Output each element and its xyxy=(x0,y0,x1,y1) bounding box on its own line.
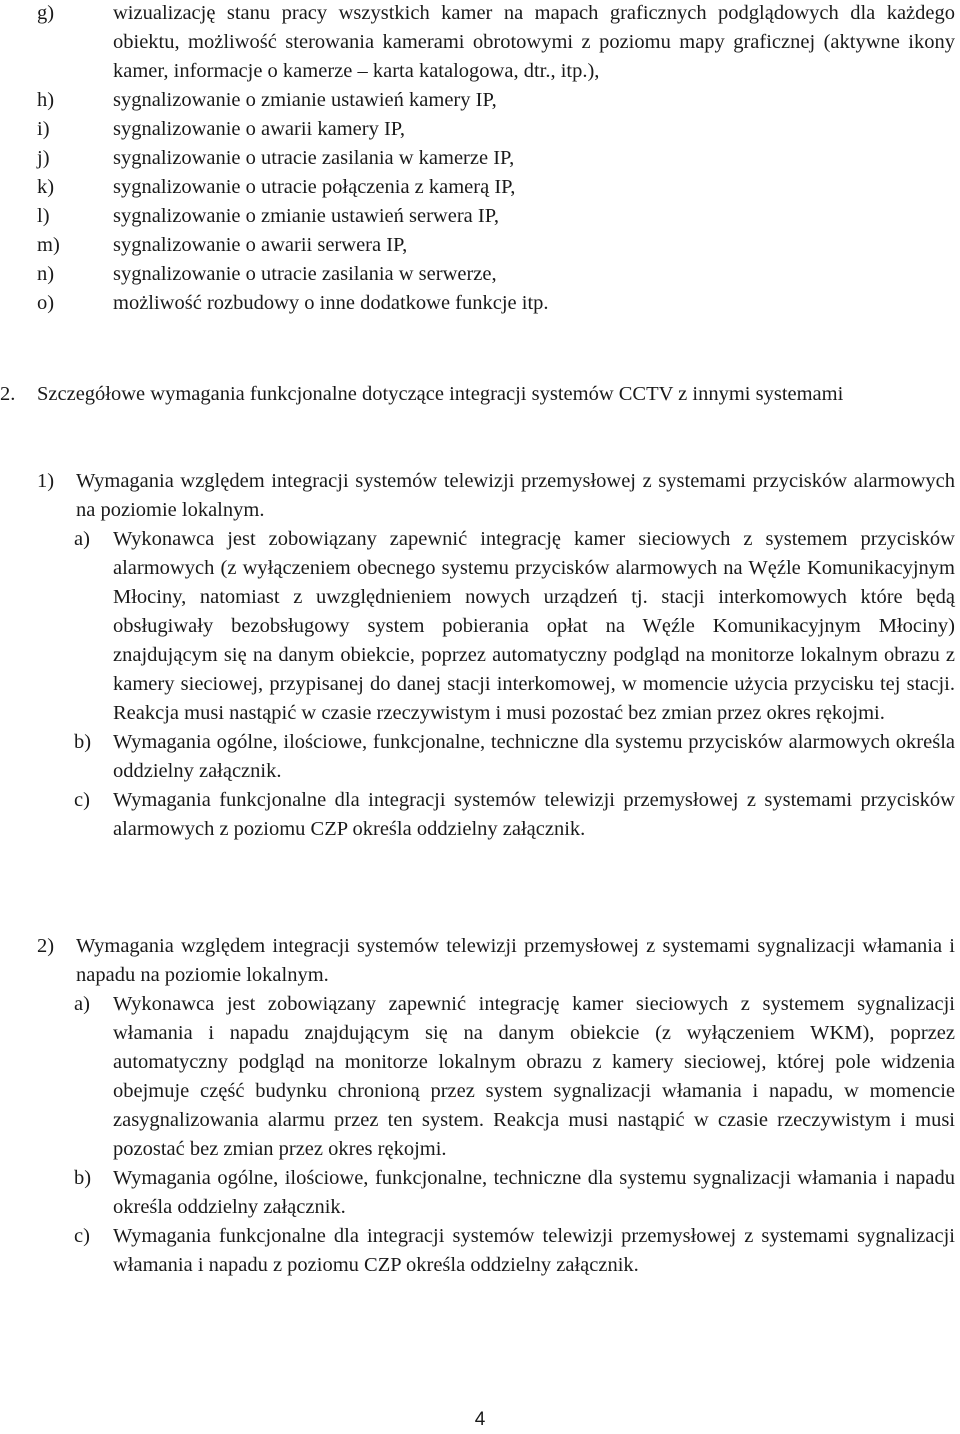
list-item-text: sygnalizowanie o utracie zasilania w kamerze IP, xyxy=(113,147,515,169)
sublist-item-text: Wykonawca jest zobowiązany zapewnić integrację kamer sieciowych z systemem sygnalizacji włamania i napadu znajdującym się na danym obiekcie (z wyłączeniem WKM), poprzez automatyczny podgląd na monitorze lokalnym obrazu z kamery sieciowej, której pole widzenia obejmuje część budynku chronioną przez system sygnalizacji włamania i napadu, w momencie zasygnalizowania alarmu przez ten system. Reakcja musi nastąpić w czasie rzeczywistym i musi pozostać bez zmian przez okres rękojmi. xyxy=(113,993,955,1160)
list-item xyxy=(37,260,955,289)
requirement-block xyxy=(37,932,955,1280)
list-item-text: sygnalizowanie o awarii kamery IP, xyxy=(113,118,406,140)
requirement-number: 2) xyxy=(37,935,55,957)
sublist-item-label: a) xyxy=(74,528,90,550)
list-item xyxy=(37,202,955,231)
list-item-label: g) xyxy=(37,2,55,24)
sublist-item-text: Wymagania funkcjonalne dla integracji systemów telewizji przemysłowej z systemami sygnalizacji włamania i napadu z poziomu CZP określa oddzielny załącznik. xyxy=(113,1225,955,1276)
sublist-item-text: Wymagania ogólne, ilościowe, funkcjonalne, techniczne dla systemu sygnalizacji włamania i napadu określa oddzielny załącznik. xyxy=(113,1167,955,1218)
sublist-item xyxy=(74,728,955,786)
list-item xyxy=(37,0,955,86)
list-item-label: n) xyxy=(37,263,55,285)
requirement-heading xyxy=(37,467,955,525)
section-title: Szczegółowe wymagania funkcjonalne dotyczące integracji systemów CCTV z innymi systemami xyxy=(37,383,844,405)
list-item xyxy=(37,115,955,144)
sublist-item xyxy=(74,1222,955,1280)
sublist-item xyxy=(74,786,955,844)
sublist-item-label: a) xyxy=(74,993,90,1015)
list-item-label: m) xyxy=(37,234,60,256)
list-item xyxy=(37,173,955,202)
page-number: 4 xyxy=(474,1409,486,1430)
list-item xyxy=(37,231,955,260)
list-item-label: j) xyxy=(37,147,50,169)
list-item-text: możliwość rozbudowy o inne dodatkowe funkcje itp. xyxy=(113,292,549,314)
requirement-block xyxy=(37,467,955,844)
requirement-heading xyxy=(37,932,955,990)
requirement-title: Wymagania względem integracji systemów telewizji przemysłowej z systemami sygnalizacji włamania i napadu na poziomie lokalnym. xyxy=(76,935,955,986)
list-item xyxy=(37,144,955,173)
list-item-label: k) xyxy=(37,176,55,198)
sublist-item-label: c) xyxy=(74,789,90,811)
section-number: 2. xyxy=(0,383,16,405)
requirement-title: Wymagania względem integracji systemów telewizji przemysłowej z systemami przycisków alarmowych na poziomie lokalnym. xyxy=(76,470,955,521)
list-item-text: sygnalizowanie o zmianie ustawień kamery IP, xyxy=(113,89,497,111)
sublist-item-text: Wykonawca jest zobowiązany zapewnić integrację kamer sieciowych z systemem przycisków alarmowych (z wyłączeniem obecnego systemu przycisków alarmowych na Węźle Komunikacyjnym Młociny, natomiast z uwzględnieniem nowych urządzeń tj. stacji interkomowych które będą obsługiwały bezobsługowy system pobierania opłat na Węźle Komunikacyjnym Młociny) znajdującym się na danym obiekcie, poprzez automatyczny podgląd na monitorze lokalnym obrazu z kamery sieciowej, przypisanej do danej stacji interkomowej, w momencie użycia przycisku tej stacji. Reakcja musi nastąpić w czasie rzeczywistym i musi pozostać bez zmian przez okres rękojmi. xyxy=(113,528,955,724)
list-item-label: h) xyxy=(37,89,55,111)
list-item-text: wizualizację stanu pracy wszystkich kamer na mapach graficznych podglądowych dla każdego obiektu, możliwość sterowania kamerami obrotowymi z poziomu mapy graficznej (aktywne ikony kamer, informacje o kamerze – karta katalogowa, dtr., itp.), xyxy=(113,2,955,82)
list-item-text: sygnalizowanie o utracie zasilania w serwerze, xyxy=(113,263,497,285)
list-item-text: sygnalizowanie o awarii serwera IP, xyxy=(113,234,408,256)
list-item xyxy=(37,86,955,115)
list-item-label: o) xyxy=(37,292,55,314)
sublist-item-text: Wymagania funkcjonalne dla integracji systemów telewizji przemysłowej z systemami przycisków alarmowych z poziomu CZP określa oddzielny załącznik. xyxy=(113,789,955,840)
list-item-label: i) xyxy=(37,118,50,140)
list-item-text: sygnalizowanie o zmianie ustawień serwera IP, xyxy=(113,205,499,227)
sublist-item xyxy=(74,525,955,728)
sublist-item-label: c) xyxy=(74,1225,90,1247)
sublist-item-label: b) xyxy=(74,1167,92,1189)
requirement-sublist xyxy=(74,525,955,844)
capabilities-list xyxy=(37,0,955,318)
sublist-item-label: b) xyxy=(74,731,92,753)
list-item-label: l) xyxy=(37,205,50,227)
sublist-item xyxy=(74,1164,955,1222)
sublist-item-text: Wymagania ogólne, ilościowe, funkcjonalne, techniczne dla systemu przycisków alarmowych określa oddzielny załącznik. xyxy=(113,731,955,782)
requirement-sublist xyxy=(74,990,955,1280)
requirement-number: 1) xyxy=(37,470,55,492)
sublist-item xyxy=(74,990,955,1164)
list-item xyxy=(37,289,955,318)
section-heading xyxy=(0,380,955,409)
list-item-text: sygnalizowanie o utracie połączenia z kamerą IP, xyxy=(113,176,516,198)
